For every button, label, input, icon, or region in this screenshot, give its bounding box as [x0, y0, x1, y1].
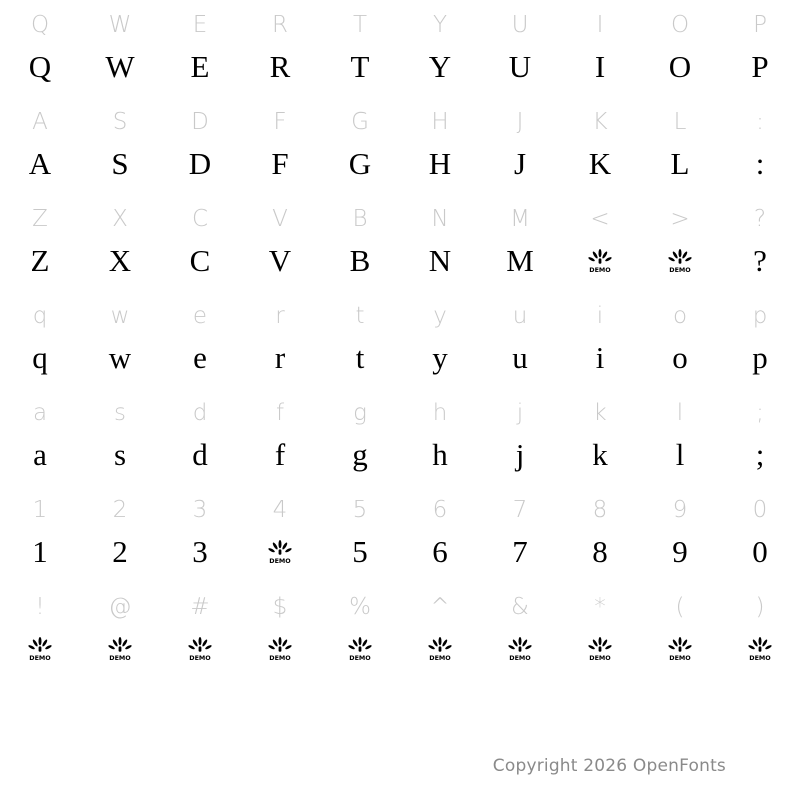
- glyph-sample: a: [33, 437, 47, 472]
- glyph-sample: l: [675, 437, 685, 472]
- key-label: J: [516, 109, 524, 135]
- glyph-sample: h: [432, 437, 448, 472]
- key-label: A: [32, 109, 48, 135]
- glyph-cell[interactable]: [480, 101, 560, 198]
- glyph-sample: 6: [432, 534, 448, 569]
- glyph-sample: j: [515, 437, 525, 472]
- key-label: S: [112, 109, 128, 135]
- glyph-cell[interactable]: [240, 586, 320, 683]
- glyph-sample: N: [428, 243, 452, 278]
- glyph-demo-watermark: [640, 242, 720, 280]
- copyright-notice: Copyright 2026 OpenFonts: [492, 756, 726, 776]
- glyph-cell[interactable]: [400, 4, 480, 101]
- glyph-cell[interactable]: [80, 4, 160, 101]
- key-label: 8: [592, 497, 608, 523]
- key-label: P: [753, 12, 767, 38]
- glyph-sample: B: [349, 243, 371, 278]
- key-label: D: [191, 109, 209, 135]
- glyph-cell[interactable]: [560, 392, 640, 489]
- svg-text:DEMO: DEMO: [349, 654, 371, 662]
- glyph-sample: r: [274, 340, 286, 375]
- glyph-cell[interactable]: [560, 198, 640, 295]
- demo-watermark-icon: [747, 636, 773, 662]
- key-label: ;: [756, 400, 764, 426]
- svg-text:DEMO: DEMO: [589, 266, 611, 274]
- glyph-cell[interactable]: [720, 198, 800, 295]
- glyph-cell[interactable]: [160, 392, 240, 489]
- key-label: f: [275, 400, 285, 426]
- glyph-sample: Z: [30, 243, 50, 278]
- demo-watermark-icon: [267, 636, 293, 662]
- glyph-sample: E: [190, 49, 210, 84]
- glyph-sample: C: [189, 243, 211, 278]
- glyph-sample: V: [268, 243, 292, 278]
- glyph-sample: 9: [672, 534, 688, 569]
- svg-text:DEMO: DEMO: [269, 654, 291, 662]
- svg-text:DEMO: DEMO: [509, 654, 531, 662]
- glyph-sample: U: [508, 49, 532, 84]
- key-label: d: [192, 400, 208, 426]
- key-label: C: [191, 206, 209, 232]
- demo-watermark-icon: [507, 636, 533, 662]
- glyph-sample: :: [755, 146, 765, 181]
- glyph-sample: H: [428, 146, 452, 181]
- key-label: $: [272, 594, 288, 620]
- glyph-cell[interactable]: [720, 489, 800, 586]
- glyph-sample: G: [348, 146, 372, 181]
- key-label: Y: [432, 12, 448, 38]
- demo-watermark-icon: [347, 636, 373, 662]
- glyph-cell[interactable]: [80, 101, 160, 198]
- glyph-cell[interactable]: [720, 586, 800, 683]
- glyph-sample: ?: [753, 243, 767, 278]
- key-label: 4: [272, 497, 288, 523]
- glyph-cell[interactable]: [400, 489, 480, 586]
- key-label: r: [275, 303, 285, 329]
- key-label: K: [592, 109, 608, 135]
- glyph-sample: F: [271, 146, 289, 181]
- key-label: T: [352, 12, 368, 38]
- glyph-cell[interactable]: [400, 586, 480, 683]
- glyph-sample: q: [32, 340, 48, 375]
- glyph-cell[interactable]: [0, 392, 80, 489]
- glyph-cell[interactable]: [320, 101, 400, 198]
- glyph-cell[interactable]: [80, 392, 160, 489]
- glyph-cell[interactable]: [480, 4, 560, 101]
- glyph-sample: Y: [428, 49, 452, 84]
- svg-text:DEMO: DEMO: [669, 654, 691, 662]
- glyph-cell[interactable]: [240, 101, 320, 198]
- glyph-cell[interactable]: [320, 392, 400, 489]
- key-label: j: [516, 400, 524, 426]
- glyph-cell[interactable]: [160, 489, 240, 586]
- glyph-sample: O: [668, 49, 692, 84]
- glyph-sample: f: [274, 437, 286, 472]
- key-label: q: [32, 303, 48, 329]
- key-label: :: [756, 109, 764, 135]
- svg-text:DEMO: DEMO: [429, 654, 451, 662]
- demo-watermark-icon: [27, 636, 53, 662]
- key-label: ^: [430, 594, 450, 620]
- glyph-demo-watermark: [480, 630, 560, 668]
- key-label: W: [108, 12, 132, 38]
- key-label: e: [192, 303, 208, 329]
- key-label: 2: [112, 497, 128, 523]
- key-label: 7: [512, 497, 528, 523]
- key-label: R: [272, 12, 288, 38]
- key-label: U: [511, 12, 529, 38]
- key-label: s: [114, 400, 126, 426]
- glyph-demo-watermark: [720, 630, 800, 668]
- glyph-cell[interactable]: [400, 295, 480, 392]
- glyph-demo-watermark: [320, 630, 400, 668]
- glyph-demo-watermark: [0, 630, 80, 668]
- glyph-sample: t: [355, 340, 365, 375]
- glyph-cell[interactable]: [0, 101, 80, 198]
- key-label: 0: [752, 497, 768, 523]
- key-label: !: [35, 594, 45, 620]
- glyph-demo-watermark: [640, 630, 720, 668]
- glyph-demo-watermark: [80, 630, 160, 668]
- glyph-sample: y: [432, 340, 448, 375]
- glyph-cell[interactable]: [320, 586, 400, 683]
- glyph-sample: L: [670, 146, 690, 181]
- glyph-cell[interactable]: [0, 295, 80, 392]
- demo-watermark-icon: [587, 248, 613, 274]
- glyph-cell[interactable]: [400, 392, 480, 489]
- glyph-sample: J: [513, 146, 527, 181]
- key-label: V: [272, 206, 288, 232]
- key-label: Q: [30, 12, 50, 38]
- svg-text:DEMO: DEMO: [29, 654, 51, 662]
- glyph-cell[interactable]: [720, 4, 800, 101]
- glyph-demo-watermark: [160, 630, 240, 668]
- key-label: X: [112, 206, 128, 232]
- glyph-cell[interactable]: [480, 392, 560, 489]
- glyph-cell[interactable]: [640, 586, 720, 683]
- key-label: I: [596, 12, 604, 38]
- glyph-cell[interactable]: [0, 586, 80, 683]
- key-label: <: [590, 206, 610, 232]
- glyph-sample: R: [269, 49, 291, 84]
- svg-text:DEMO: DEMO: [669, 266, 691, 274]
- glyph-sample: s: [113, 437, 127, 472]
- glyph-demo-watermark: [560, 630, 640, 668]
- key-label: #: [190, 594, 210, 620]
- key-label: 9: [672, 497, 688, 523]
- glyph-cell[interactable]: [160, 198, 240, 295]
- glyph-cell[interactable]: [320, 295, 400, 392]
- glyph-sample: T: [350, 49, 370, 84]
- glyph-sample: A: [28, 146, 52, 181]
- glyph-sample: 8: [592, 534, 608, 569]
- glyph-sample: d: [192, 437, 208, 472]
- key-label: &: [511, 594, 529, 620]
- glyph-cell[interactable]: [80, 586, 160, 683]
- glyph-cell[interactable]: [560, 101, 640, 198]
- glyph-cell[interactable]: [80, 295, 160, 392]
- glyph-sample: w: [108, 340, 132, 375]
- glyph-sample: 0: [752, 534, 768, 569]
- key-label: Z: [32, 206, 48, 232]
- glyph-sample: 7: [512, 534, 528, 569]
- glyph-sample: X: [108, 243, 132, 278]
- glyph-cell[interactable]: [400, 101, 480, 198]
- key-label: >: [670, 206, 690, 232]
- key-label: l: [676, 400, 684, 426]
- key-label: t: [355, 303, 365, 329]
- key-label: H: [431, 109, 449, 135]
- key-label: O: [670, 12, 690, 38]
- glyph-cell[interactable]: [720, 295, 800, 392]
- glyph-sample: p: [752, 340, 768, 375]
- key-label: ): [755, 594, 765, 620]
- glyph-cell[interactable]: [640, 392, 720, 489]
- glyph-demo-watermark: [560, 242, 640, 280]
- glyph-sample: k: [592, 437, 608, 472]
- key-label: g: [353, 400, 367, 426]
- svg-text:DEMO: DEMO: [589, 654, 611, 662]
- glyph-cell[interactable]: [240, 4, 320, 101]
- glyph-cell[interactable]: [80, 489, 160, 586]
- glyph-cell[interactable]: [240, 198, 320, 295]
- glyph-sample: o: [672, 340, 688, 375]
- glyph-cell[interactable]: [720, 392, 800, 489]
- glyph-cell[interactable]: [480, 489, 560, 586]
- key-label: M: [510, 206, 530, 232]
- glyph-cell[interactable]: [240, 489, 320, 586]
- glyph-sample: P: [751, 49, 769, 84]
- demo-watermark-icon: [107, 636, 133, 662]
- glyph-cell[interactable]: [720, 101, 800, 198]
- glyph-cell[interactable]: [0, 489, 80, 586]
- glyph-cell[interactable]: [640, 198, 720, 295]
- glyph-sample: 1: [32, 534, 48, 569]
- glyph-cell[interactable]: [160, 586, 240, 683]
- key-label: %: [349, 594, 371, 620]
- glyph-cell[interactable]: [480, 198, 560, 295]
- key-label: E: [192, 12, 208, 38]
- glyph-cell[interactable]: [320, 198, 400, 295]
- glyph-cell[interactable]: [560, 489, 640, 586]
- glyph-sample: K: [588, 146, 612, 181]
- demo-watermark-icon: [267, 539, 293, 565]
- key-label: (: [675, 594, 685, 620]
- svg-text:DEMO: DEMO: [109, 654, 131, 662]
- svg-text:DEMO: DEMO: [189, 654, 211, 662]
- glyph-sample: 3: [192, 534, 208, 569]
- glyph-sample: ;: [755, 437, 765, 472]
- glyph-cell[interactable]: [0, 198, 80, 295]
- glyph-cell[interactable]: [160, 295, 240, 392]
- glyph-demo-watermark: [240, 533, 320, 571]
- glyph-cell[interactable]: [320, 4, 400, 101]
- svg-text:DEMO: DEMO: [749, 654, 771, 662]
- demo-watermark-icon: [187, 636, 213, 662]
- glyph-cell[interactable]: [560, 586, 640, 683]
- key-label: 6: [432, 497, 448, 523]
- key-label: *: [594, 594, 606, 620]
- key-label: w: [110, 303, 130, 329]
- glyph-cell[interactable]: [320, 489, 400, 586]
- glyph-cell[interactable]: [560, 4, 640, 101]
- glyph-cell[interactable]: [160, 4, 240, 101]
- key-label: y: [433, 303, 447, 329]
- svg-text:DEMO: DEMO: [269, 557, 291, 565]
- glyph-sample: 2: [112, 534, 128, 569]
- glyph-cell[interactable]: [400, 198, 480, 295]
- glyph-sample: S: [111, 146, 129, 181]
- key-label: F: [273, 109, 287, 135]
- glyph-cell[interactable]: [240, 295, 320, 392]
- key-label: k: [593, 400, 607, 426]
- key-label: @: [108, 594, 132, 620]
- glyph-cell[interactable]: [640, 4, 720, 101]
- key-label: B: [352, 206, 368, 232]
- demo-watermark-icon: [667, 248, 693, 274]
- glyph-cell[interactable]: [480, 295, 560, 392]
- glyph-demo-watermark: [400, 630, 480, 668]
- glyph-cell[interactable]: [640, 295, 720, 392]
- glyph-sample: Q: [28, 49, 52, 84]
- glyph-cell[interactable]: [640, 489, 720, 586]
- key-label: o: [672, 303, 688, 329]
- glyph-cell[interactable]: [160, 101, 240, 198]
- key-label: h: [432, 400, 448, 426]
- key-label: N: [431, 206, 449, 232]
- key-label: ?: [753, 206, 767, 232]
- demo-watermark-icon: [427, 636, 453, 662]
- glyph-cell[interactable]: [560, 295, 640, 392]
- glyph-sample: i: [595, 340, 605, 375]
- glyph-sample: 5: [352, 534, 368, 569]
- glyph-sample: g: [352, 437, 368, 472]
- key-label: 1: [32, 497, 48, 523]
- glyph-cell[interactable]: [240, 392, 320, 489]
- glyph-sample: I: [594, 49, 606, 84]
- glyph-sample: M: [506, 243, 534, 278]
- glyph-sample: W: [105, 49, 135, 84]
- glyph-sample: D: [188, 146, 212, 181]
- glyph-cell[interactable]: [480, 586, 560, 683]
- glyph-cell[interactable]: [80, 198, 160, 295]
- key-label: 5: [352, 497, 368, 523]
- key-label: a: [32, 400, 48, 426]
- key-label: G: [351, 109, 369, 135]
- key-label: u: [512, 303, 528, 329]
- key-label: p: [752, 303, 768, 329]
- demo-watermark-icon: [667, 636, 693, 662]
- glyph-sample: u: [512, 340, 528, 375]
- glyph-cell[interactable]: [0, 4, 80, 101]
- glyph-sample: e: [193, 340, 207, 375]
- glyph-demo-watermark: [240, 630, 320, 668]
- key-label: i: [596, 303, 604, 329]
- key-label: L: [673, 109, 687, 135]
- demo-watermark-icon: [587, 636, 613, 662]
- key-label: 3: [192, 497, 208, 523]
- glyph-cell[interactable]: [640, 101, 720, 198]
